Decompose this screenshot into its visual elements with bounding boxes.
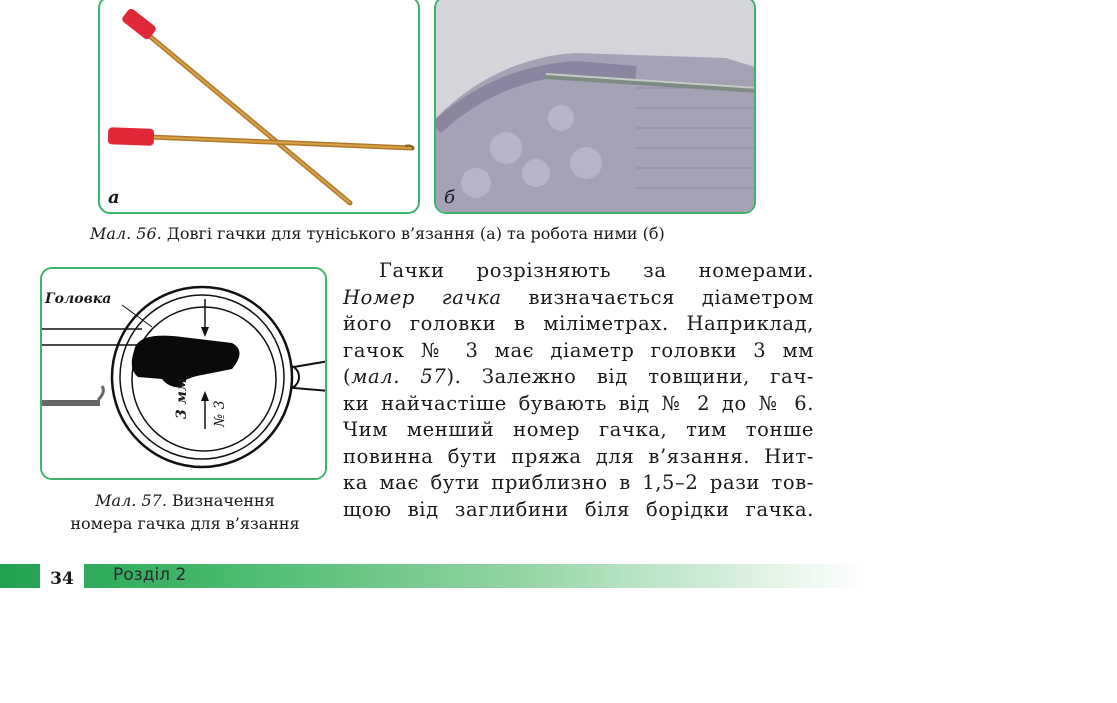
figure-57-caption xyxy=(40,489,330,535)
body-paragraph xyxy=(343,258,814,523)
figure-56a xyxy=(98,0,420,214)
body-text: ( xyxy=(343,365,352,388)
long-hooks-illustration xyxy=(100,0,420,214)
body-line: Чим менший номер гачка, тим тонше xyxy=(343,418,814,441)
body-line: Гачки розрізняють за номерами. xyxy=(379,259,814,282)
gauge-number-label: № 3 xyxy=(212,400,228,427)
caption-line1: Визначення xyxy=(166,491,275,510)
figure-56-caption xyxy=(90,224,790,243)
body-line: гачок № 3 має діаметр головки 3 мм xyxy=(343,338,814,362)
body-text: ). Залежно від товщини, гач- xyxy=(446,365,814,388)
caption-lead: Мал. 56. xyxy=(90,224,162,243)
figure-letter-a: а xyxy=(108,187,120,208)
head-label: Головка xyxy=(45,291,112,307)
caption-lead-57: Мал. 57. xyxy=(95,491,167,510)
body-line: ки найчастіше бувають від № 2 до № 6. xyxy=(343,391,814,415)
term-emphasis: Номер гачка xyxy=(343,285,502,309)
page-number: 34 xyxy=(40,564,84,594)
figure-reference: мал. 57 xyxy=(351,365,447,388)
knitting-photo xyxy=(436,0,756,214)
gauge-mm-label: 3 мм xyxy=(174,377,190,419)
body-line: ка має бути приблизно в 1,5–2 рази тов- xyxy=(343,471,814,494)
caption-text: Довгі гачки для туніського в’язання (а) та робота ними (б) xyxy=(161,224,665,243)
figure-letter-b: б xyxy=(444,187,455,208)
section-label: Розділ 2 xyxy=(113,565,187,585)
body-line xyxy=(343,364,814,391)
body-line: щою від заглибини біля борідки гачка. xyxy=(343,497,814,521)
caption-line2: номера гачка для в’язання xyxy=(70,514,300,533)
body-line xyxy=(343,285,814,312)
body-line: повинна бути пряжа для в’язання. Нит- xyxy=(343,444,814,468)
body-text: визначається діаметром xyxy=(501,285,814,309)
body-line: його головки в міліметрах. Наприклад, xyxy=(343,312,814,335)
figure-56b xyxy=(434,0,756,214)
